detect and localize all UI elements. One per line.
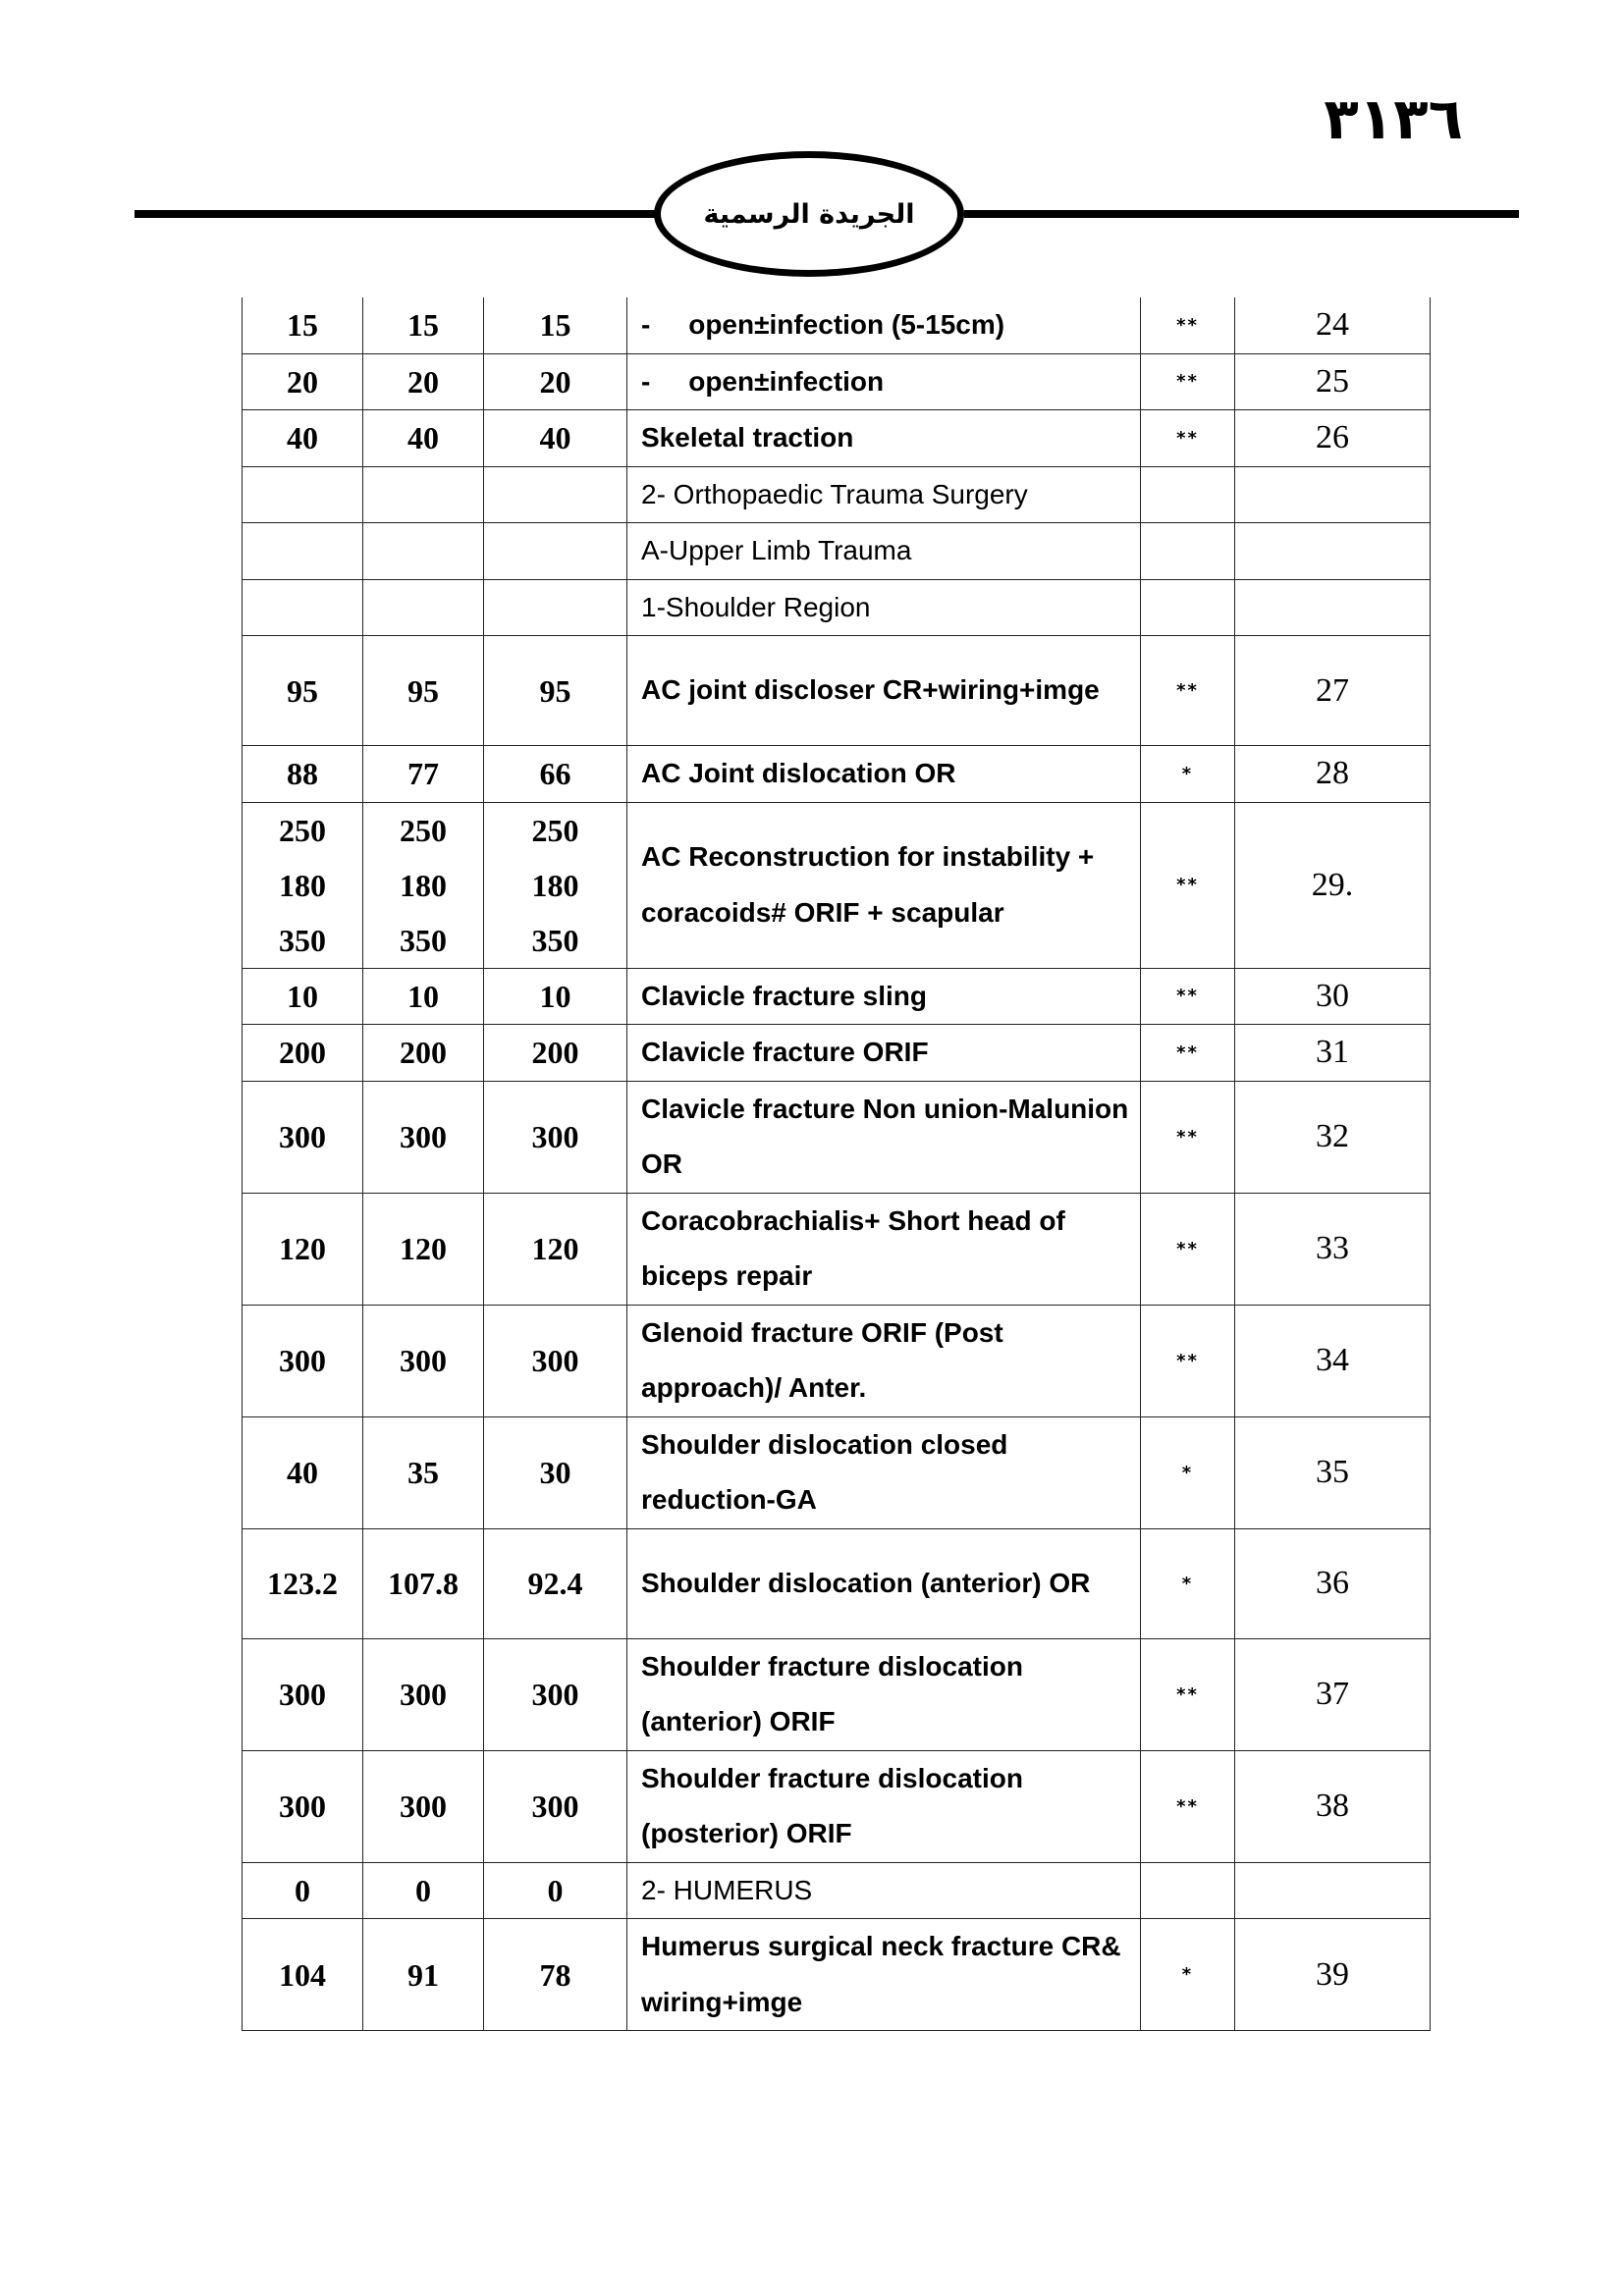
fee-value: 180 xyxy=(531,867,579,903)
fee-cell-fee2: 15 xyxy=(363,297,484,353)
fee-cell-fee3: 200 xyxy=(484,1025,627,1082)
category-mark: ** xyxy=(1141,636,1235,746)
table-row xyxy=(243,523,1431,580)
item-number: 24 xyxy=(1235,297,1431,353)
fee-cell-fee2: 120 xyxy=(363,1193,484,1305)
fee-cell-fee1: 200 xyxy=(243,1025,363,1082)
fee-cell-fee3: 15 xyxy=(484,297,627,353)
table-row xyxy=(243,1528,1431,1638)
category-mark xyxy=(1141,523,1235,580)
fee-cell-fee1: 300 xyxy=(243,1305,363,1416)
fee-cell-fee1: 20 xyxy=(243,353,363,410)
procedure-description: Clavicle fracture Non union-Malunion OR xyxy=(627,1081,1141,1193)
fee-cell-fee2 xyxy=(363,523,484,580)
category-mark: ** xyxy=(1141,1750,1235,1862)
table-row xyxy=(243,1862,1431,1919)
fee-value: 250 xyxy=(531,812,579,848)
item-number xyxy=(1235,523,1431,580)
fee-cell-fee2: 0 xyxy=(363,1862,484,1919)
fee-cell-fee2: 95 xyxy=(363,636,484,746)
fee-cell-fee1: 123.2 xyxy=(243,1528,363,1638)
procedure-description: Shoulder dislocation closed reduction-GA xyxy=(627,1416,1141,1528)
fee-cell-fee1: 104 xyxy=(243,1919,363,2031)
fee-cell-fee1: 40 xyxy=(243,410,363,467)
fee-cell-fee2: 40 xyxy=(363,410,484,467)
fee-cell-fee3: 20 xyxy=(484,353,627,410)
category-mark: ** xyxy=(1141,1193,1235,1305)
item-number: 31 xyxy=(1235,1025,1431,1082)
fee-cell-fee3 xyxy=(484,466,627,523)
procedure-description: Shoulder fracture dislocation (anterior) ORIF xyxy=(627,1638,1141,1750)
fee-cell-fee1: 10 xyxy=(243,968,363,1025)
item-number: 32 xyxy=(1235,1081,1431,1193)
item-number: 28 xyxy=(1235,746,1431,803)
table-row xyxy=(243,1638,1431,1750)
table-row xyxy=(243,1919,1431,2031)
table-row xyxy=(243,579,1431,636)
category-mark: ** xyxy=(1141,1305,1235,1416)
fee-cell-fee2: 20 xyxy=(363,353,484,410)
fee-cell-fee3: 300 xyxy=(484,1638,627,1750)
procedure-description: Humerus surgical neck fracture CR& wiring+imge xyxy=(627,1919,1141,2031)
table-row xyxy=(243,802,1431,968)
procedure-description: Clavicle fracture ORIF xyxy=(627,1025,1141,1082)
fee-value: 350 xyxy=(400,922,447,958)
item-number: 27 xyxy=(1235,636,1431,746)
fee-table-body xyxy=(243,297,1431,2031)
fee-cell-fee3: 40 xyxy=(484,410,627,467)
table-row xyxy=(243,1305,1431,1416)
item-number: 39 xyxy=(1235,1919,1431,2031)
page-number: ٣١٣٦ xyxy=(1324,85,1463,152)
category-mark xyxy=(1141,1862,1235,1919)
category-mark: ** xyxy=(1141,1081,1235,1193)
procedure-description: AC joint discloser CR+wiring+imge xyxy=(627,636,1141,746)
table-row xyxy=(243,1025,1431,1082)
item-number: 37 xyxy=(1235,1638,1431,1750)
category-mark: ** xyxy=(1141,968,1235,1025)
procedure-description: A-Upper Limb Trauma xyxy=(627,523,1141,580)
fee-cell-fee2 xyxy=(363,802,484,968)
header-rule-left xyxy=(135,210,660,218)
fee-cell-fee2: 200 xyxy=(363,1025,484,1082)
category-mark: ** xyxy=(1141,353,1235,410)
fee-cell-fee2 xyxy=(363,579,484,636)
fee-cell-fee3: 300 xyxy=(484,1081,627,1193)
fee-cell-fee2: 300 xyxy=(363,1305,484,1416)
table-row xyxy=(243,466,1431,523)
fee-cell-fee1: 0 xyxy=(243,1862,363,1919)
category-mark: * xyxy=(1141,1919,1235,2031)
fee-cell-fee3: 120 xyxy=(484,1193,627,1305)
fee-cell-fee1: 300 xyxy=(243,1638,363,1750)
procedure-description: - open±infection (5-15cm) xyxy=(627,297,1141,353)
item-number: 35 xyxy=(1235,1416,1431,1528)
fee-cell-fee2: 107.8 xyxy=(363,1528,484,1638)
fee-value: 180 xyxy=(400,867,447,903)
fee-cell-fee3: 92.4 xyxy=(484,1528,627,1638)
item-number: 33 xyxy=(1235,1193,1431,1305)
fee-table xyxy=(242,297,1431,2031)
fee-cell-fee1 xyxy=(243,802,363,968)
fee-cell-fee2: 91 xyxy=(363,1919,484,2031)
fee-value: 180 xyxy=(279,867,326,903)
fee-cell-fee3: 300 xyxy=(484,1305,627,1416)
fee-cell-fee3: 10 xyxy=(484,968,627,1025)
fee-cell-fee2: 300 xyxy=(363,1638,484,1750)
item-number: 26 xyxy=(1235,410,1431,467)
item-number: 29. xyxy=(1235,802,1431,968)
procedure-description: Clavicle fracture sling xyxy=(627,968,1141,1025)
procedure-description: Glenoid fracture ORIF (Post approach)/ Anter. xyxy=(627,1305,1141,1416)
procedure-description: 2- Orthopaedic Trauma Surgery xyxy=(627,466,1141,523)
fee-cell-fee2: 35 xyxy=(363,1416,484,1528)
category-mark xyxy=(1141,579,1235,636)
fee-cell-fee3 xyxy=(484,523,627,580)
item-number: 38 xyxy=(1235,1750,1431,1862)
fee-cell-fee2: 300 xyxy=(363,1081,484,1193)
table-row xyxy=(243,746,1431,803)
category-mark xyxy=(1141,466,1235,523)
category-mark: * xyxy=(1141,746,1235,803)
table-row xyxy=(243,353,1431,410)
item-number: 34 xyxy=(1235,1305,1431,1416)
fee-cell-fee1: 300 xyxy=(243,1750,363,1862)
table-row xyxy=(243,636,1431,746)
fee-cell-fee3: 0 xyxy=(484,1862,627,1919)
table-row xyxy=(243,410,1431,467)
fee-cell-fee3: 95 xyxy=(484,636,627,746)
fee-value: 250 xyxy=(400,812,447,848)
fee-cell-fee1: 120 xyxy=(243,1193,363,1305)
fee-cell-fee2: 10 xyxy=(363,968,484,1025)
fee-cell-fee1 xyxy=(243,523,363,580)
fee-cell-fee3: 78 xyxy=(484,1919,627,2031)
procedure-description: AC Joint dislocation OR xyxy=(627,746,1141,803)
table-row xyxy=(243,1193,1431,1305)
category-mark: * xyxy=(1141,1416,1235,1528)
fee-value: 350 xyxy=(279,922,326,958)
procedure-description: Shoulder fracture dislocation (posterior) ORIF xyxy=(627,1750,1141,1862)
header-rule-right xyxy=(964,210,1519,218)
procedure-description: Shoulder dislocation (anterior) OR xyxy=(627,1528,1141,1638)
fee-cell-fee1: 88 xyxy=(243,746,363,803)
procedure-description: Coracobrachialis+ Short head of biceps repair xyxy=(627,1193,1141,1305)
table-row xyxy=(243,1081,1431,1193)
table-row xyxy=(243,1416,1431,1528)
procedure-description: Skeletal traction xyxy=(627,410,1141,467)
procedure-description: AC Reconstruction for instability + coracoids# ORIF + scapular xyxy=(627,802,1141,968)
procedure-description: 1-Shoulder Region xyxy=(627,579,1141,636)
table-row xyxy=(243,968,1431,1025)
fee-value: 250 xyxy=(279,812,326,848)
category-mark: ** xyxy=(1141,410,1235,467)
item-number: 30 xyxy=(1235,968,1431,1025)
fee-cell-fee3: 300 xyxy=(484,1750,627,1862)
item-number xyxy=(1235,579,1431,636)
table-row xyxy=(243,1750,1431,1862)
item-number xyxy=(1235,466,1431,523)
fee-cell-fee3: 30 xyxy=(484,1416,627,1528)
fee-cell-fee3 xyxy=(484,802,627,968)
item-number: 25 xyxy=(1235,353,1431,410)
procedure-description: 2- HUMERUS xyxy=(627,1862,1141,1919)
procedure-description: - open±infection xyxy=(627,353,1141,410)
fee-cell-fee1: 15 xyxy=(243,297,363,353)
header-oval xyxy=(654,151,964,277)
fee-cell-fee2 xyxy=(363,466,484,523)
table-row xyxy=(243,297,1431,353)
category-mark: ** xyxy=(1141,1025,1235,1082)
category-mark: ** xyxy=(1141,802,1235,968)
item-number: 36 xyxy=(1235,1528,1431,1638)
fee-cell-fee1: 40 xyxy=(243,1416,363,1528)
fee-cell-fee1: 95 xyxy=(243,636,363,746)
category-mark: ** xyxy=(1141,297,1235,353)
fee-cell-fee1 xyxy=(243,579,363,636)
fee-cell-fee1: 300 xyxy=(243,1081,363,1193)
item-number xyxy=(1235,1862,1431,1919)
fee-cell-fee1 xyxy=(243,466,363,523)
fee-cell-fee2: 77 xyxy=(363,746,484,803)
fee-cell-fee2: 300 xyxy=(363,1750,484,1862)
fee-cell-fee3: 66 xyxy=(484,746,627,803)
fee-cell-fee3 xyxy=(484,579,627,636)
fee-value: 350 xyxy=(531,922,579,958)
category-mark: ** xyxy=(1141,1638,1235,1750)
category-mark: * xyxy=(1141,1528,1235,1638)
gazette-title: الجريدة الرسمية xyxy=(703,198,915,230)
